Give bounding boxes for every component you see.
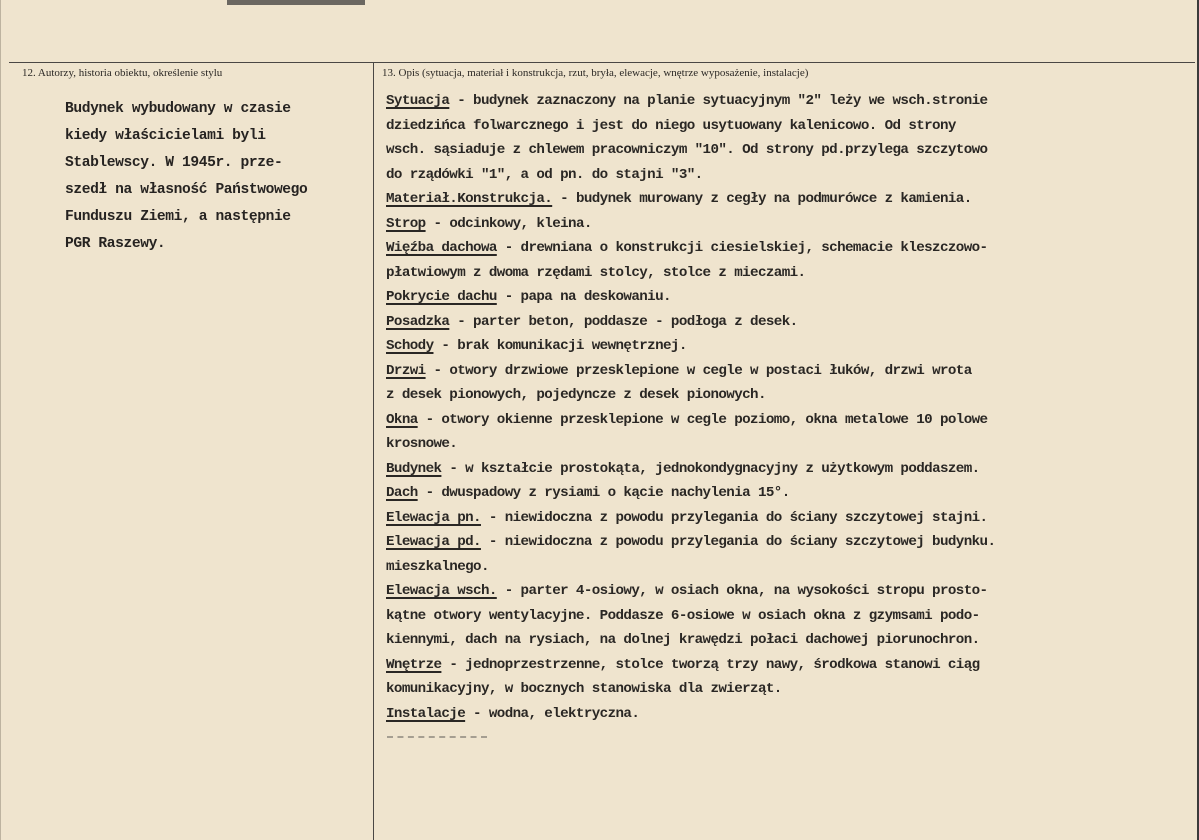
description-line xyxy=(386,236,1186,261)
description-text: - parter beton, poddasze - podłoga z desek. xyxy=(449,313,798,330)
description-term: Sytuacja xyxy=(386,93,450,109)
description-text: kiennymi, dach na rysiach, na dolnej krawędzi połaci dachowej piorunochron. xyxy=(386,632,980,648)
description-term: Wnętrze xyxy=(386,656,442,673)
description-text: - odcinkowy, kleina. xyxy=(425,215,592,232)
description-text: z desek pionowych, pojedyncze z desek pionowych. xyxy=(386,387,766,403)
history-line: Funduszu Ziemi, a następnie xyxy=(65,209,291,225)
description-line xyxy=(386,408,1186,433)
description-text: - budynek zaznaczony na planie sytuacyjnym "2" leży we wsch.stronie xyxy=(449,93,988,109)
description-line xyxy=(386,530,1186,555)
description-text: płatwiowym z dwoma rzędami stolcy, stolce z mieczami. xyxy=(386,264,806,281)
description-line xyxy=(386,310,1186,335)
description-term: Drzwi xyxy=(386,362,426,379)
description-line xyxy=(386,138,1186,163)
end-dashes xyxy=(387,736,487,744)
description-text: - otwory okienne przesklepione w cegle poziomo, okna metalowe 10 polowe xyxy=(417,411,988,428)
description-term: Elewacja wsch. xyxy=(386,583,497,599)
section-12-text xyxy=(65,96,355,258)
description-line xyxy=(386,604,1186,629)
description-line xyxy=(386,432,1186,457)
description-text: mieszkalnego. xyxy=(386,558,489,575)
description-text: - papa na deskowaniu. xyxy=(496,289,671,305)
history-line: PGR Raszewy. xyxy=(65,236,166,252)
description-text: - brak komunikacji wewnętrznej. xyxy=(433,338,687,354)
description-term: Dach xyxy=(386,485,418,501)
description-line xyxy=(386,457,1186,482)
history-line: Budynek wybudowany w czasie xyxy=(65,101,291,117)
description-term: Schody xyxy=(386,338,434,354)
description-text: - budynek murowany z cegły na podmurówce z kamienia. xyxy=(552,191,972,207)
description-term: Więźba dachowa xyxy=(386,240,497,256)
description-line xyxy=(386,555,1186,580)
description-line xyxy=(386,506,1186,531)
history-line: kiedy właścicielami byli xyxy=(65,128,266,144)
description-line xyxy=(386,163,1186,188)
description-text: - niewidoczna z powodu przylegania do ściany szczytowej stajni. xyxy=(480,509,988,526)
description-text: - parter 4-osiowy, w osiach okna, na wysokości stropu prosto- xyxy=(496,583,988,599)
description-line xyxy=(386,653,1186,678)
description-term: Strop xyxy=(386,215,426,232)
description-text: dziedzińca folwarcznego i jest do niego usytuowany kalenicowo. Od strony xyxy=(386,117,956,134)
description-text: - dwuspadowy z rysiami o kącie nachylenia 15°. xyxy=(417,485,790,501)
section-13-text xyxy=(386,89,1186,726)
description-text: - otwory drzwiowe przesklepione w cegle w postaci łuków, drzwi wrota xyxy=(425,362,972,379)
description-term: Pokrycie dachu xyxy=(386,289,497,305)
header-rule xyxy=(9,62,1195,63)
description-text: - niewidoczna z powodu przylegania do ściany szczytowej budynku. xyxy=(480,534,996,550)
history-line: Stablewscy. W 1945r. prze- xyxy=(65,155,283,171)
description-text: - drewniana o konstrukcji ciesielskiej, schemacie kleszczowo- xyxy=(496,240,988,256)
description-text: - wodna, elektryczna. xyxy=(465,705,640,722)
description-text: wsch. sąsiaduje z chlewem pracowniczym "10". Od strony pd.przylega szczytowo xyxy=(386,142,988,158)
description-text: do rządówki "1", a od pn. do stajni "3". xyxy=(386,166,703,183)
description-line xyxy=(386,285,1186,310)
description-term: Budynek xyxy=(386,460,442,477)
description-line xyxy=(386,481,1186,506)
description-line xyxy=(386,89,1186,114)
description-term: Instalacje xyxy=(386,705,466,722)
description-line xyxy=(386,187,1186,212)
description-line xyxy=(386,334,1186,359)
description-line xyxy=(386,383,1186,408)
history-line: szedł na własność Państwowego xyxy=(65,182,308,198)
section-13-label: 13. Opis (sytuacja, materiał i konstrukcja, rzut, bryła, elewacje, wnętrze wyposażenie, instalacje) xyxy=(382,67,809,79)
description-line xyxy=(386,702,1186,727)
description-line xyxy=(386,579,1186,604)
description-line xyxy=(386,359,1186,384)
description-text: kątne otwory wentylacyjne. Poddasze 6-osiowe w osiach okna z gzymsami podo- xyxy=(386,607,980,624)
column-divider xyxy=(373,62,374,840)
description-line xyxy=(386,261,1186,286)
top-edge-mark xyxy=(227,0,365,5)
description-line xyxy=(386,628,1186,653)
description-text: - jednoprzestrzenne, stolce tworzą trzy nawy, środkowa stanowi ciąg xyxy=(441,656,980,673)
description-term: Elewacja pd. xyxy=(386,534,481,550)
description-term: Elewacja pn. xyxy=(386,509,481,526)
description-term: Posadzka xyxy=(386,313,450,330)
description-line xyxy=(386,212,1186,237)
description-text: krosnowe. xyxy=(386,436,458,452)
description-text: - w kształcie prostokąta, jednokondygnacyjny z użytkowym poddaszem. xyxy=(441,460,980,477)
description-line xyxy=(386,114,1186,139)
description-line xyxy=(386,677,1186,702)
description-term: Materiał.Konstrukcja. xyxy=(386,191,553,207)
description-text: komunikacyjny, w bocznych stanowiska dla zwierząt. xyxy=(386,681,782,697)
description-term: Okna xyxy=(386,411,418,428)
section-12-label: 12. Autorzy, historia obiektu, określenie stylu xyxy=(22,67,223,79)
